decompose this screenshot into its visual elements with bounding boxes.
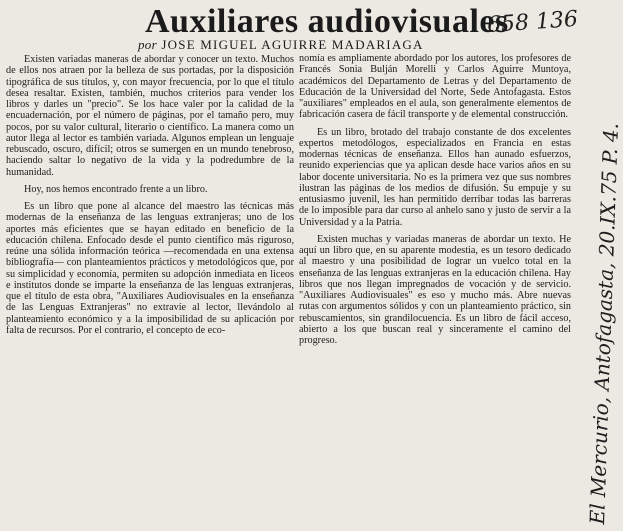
handwritten-source-note: El Mercurio, Antofagasta, 20.IX.75 P. 4. <box>585 122 623 525</box>
author-name: JOSE MIGUEL AGUIRRE MADARIAGA <box>161 37 424 52</box>
article-paragraph: Existen muchas y variadas maneras de abordar un texto. He aquí un libro que, en su aparente modestia, es un tesoro dedicado al maestro y una posibilidad de lograr un vuelco total en la enseñanza de las lenguas extranjeras en la educación chilena. Hay libros que nos llegan impregnados de vocación y de servicio. "Auxiliares Audiovisuales" es eso y mucho más. Abre nuevas rutas con argumentos sólidos y con un planteamiento práctico, sin rebuscamientos, sin grandilocuencia. Es un libro de fácil acceso, abierto a los que buscan real y sinceramente el camino del progreso. <box>299 233 571 346</box>
article-title: Auxiliares audiovisuales <box>145 3 509 40</box>
article-paragraph: Existen variadas maneras de abordar y conocer un texto. Muchos de ellos nos atraen por la belleza de sus portadas, por la disposición tipográfica de sus títulos, y, con mayor frecuencia, por lo que el título desea resaltar. Existen, también, muchos criterios para vender los libros y darles un "precio". Se los hace valer por la calidad de la encuadernación, por el número de páginas, por el tamaño pero, muy pocos, por su valor cultural, literario o científico. La manera como un autor llega al lector es también variada. Algunos emplean un lenguaje rebuscado, oscuro, difícil; otros se sumergen en un mundo tenebroso, haciendo saltar lo negativo de la vida y la podredumbre de la humanidad. <box>6 54 294 178</box>
article-paragraph: Es un libro, brotado del trabajo constante de dos excelentes expertos metodólogos, especializados en Francia en estas modernas técnicas de enseñanza. Ellos han aunado esfuerzos, reunido experiencias que ya aplican desde hace varios años en su labor docente universitaria. No es la primera vez que sus nombres ilustran las páginas de los medios de difusión. Su empuje y su entusiasmo juvenil, les han permitido derribar todas las barreras de lo imposible para dar curso al anhelo sano y justo de servir a la Universidad y a la Patria. <box>299 126 571 228</box>
article-paragraph: Hoy, nos hemos encontrado frente a un libro. <box>24 183 208 195</box>
article-paragraph: Es un libro que pone al alcance del maestro las técnicas más modernas de la enseñanza de las lenguas extranjeras; uno de los aportes más eficientes que se hayan editado en beneficio de la educación chilena. Enfocado desde el punto científico más riguroso, reúne una sólida información teórica —recomendada en una extensa bibliografía— con planteamientos prácticos y metodológicos que, por su simplicidad y economía, permiten su adopción inmediata en liceos e institutos donde se imparte la enseñanza de las lenguas extranjeras, que el título de esta obra, "Auxiliares Audiovisuales en la enseñanza de las Lenguas Extranjeras" no extravíe al lector, llevándolo al planteamiento económico y a la imposibilidad de su aplicación por falta de recursos. Por el contrario, el concepto de eco- <box>6 201 294 336</box>
byline-prefix: por <box>138 37 157 52</box>
handwritten-catalog-number: 658 136 <box>486 6 579 39</box>
article-byline <box>138 37 424 53</box>
article-paragraph: nomía es ampliamente abordado por los autores, los profesores de Francés Sonia Bulján Morelli y Carlos Aguirre Muntoya, académicos del Departamento de Letras y del Departamento de Educación de la Universidad del Norte, Sede Antofagasta. Estos "auxiliares" empleados en el aula, son generalmente elementos de fabricación casera de fácil transporte y de elemental construcción. <box>299 53 571 121</box>
article-column-left <box>6 54 294 531</box>
article-column-right <box>299 53 571 531</box>
